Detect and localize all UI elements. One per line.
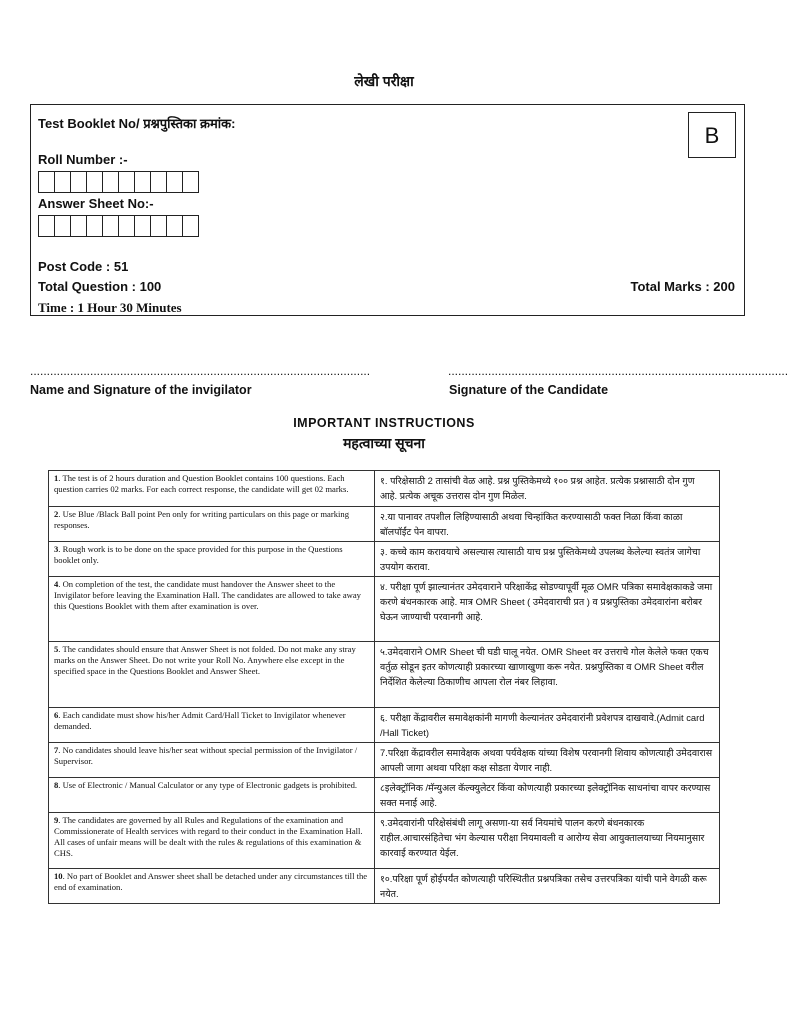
table-row [49, 577, 720, 642]
instruction-english: 4. On completion of the test, the candidate must handover the Answer sheet to the Invigilator before leaving the Examination Hall. The candidates are allowed to take away this Questions Booklet with them after examination is over. [49, 577, 375, 642]
instruction-english: 9. The candidates are governed by all Rules and Regulations of the examination and Commissionerate of Health services with regard to their conduct in the Examination Hall. All cases of unfair means will be dealt with the rules & regulations of this examination & CHS. [49, 813, 375, 869]
instruction-english: 5. The candidates should ensure that Answer Sheet is not folded. Do not make any stray marks on the Answer Sheet. Do not write your Roll No. Anywhere else except in the specified space in the Questions Booklet and Answer Sheet. [49, 642, 375, 708]
instruction-marathi: १. परिक्षेसाठी 2 तासांची वेळ आहे. प्रश्न पुस्तिकेमध्ये १०० प्रश्न आहेत. प्रत्येक प्रश्नासाठी दोन गुण आहे. प्रत्येक अचूक उत्तरास दोन गुण मिळेल. [375, 471, 720, 507]
instruction-marathi: 7.परिक्षा केंद्रावरील समावेक्षक अथवा पर्यवेक्षक यांच्या विशेष परवानगी शिवाय कोणत्याही उमेदवारास आपली जागा अथवा परिक्षा कक्ष सोडता येणार नाही. [375, 743, 720, 778]
roll-digit-box[interactable] [150, 171, 167, 193]
instructions-table [48, 470, 720, 904]
roll-number-boxes[interactable] [38, 171, 198, 193]
instruction-marathi: ८इलेक्ट्रॉनिक /मॅन्युअल कॅल्क्युलेटर किंवा कोणत्याही प्रकारच्या इलेक्ट्रॉनिक साधनांचा वापर करण्यास सक्त मनाई आहे. [375, 778, 720, 813]
instruction-english: 2. Use Blue /Black Ball point Pen only for writing particulars on this page or marking responses. [49, 507, 375, 542]
table-row [49, 471, 720, 507]
table-row [49, 813, 720, 869]
instruction-marathi: ६. परीक्षा केंद्रावरील समावेक्षकांनी मागणी केल्यानंतर उमेदवारांनी प्रवेशपत्र दाखवावे.(Admit card /Hall Ticket) [375, 708, 720, 743]
instruction-english: 3. Rough work is to be done on the space provided for this purpose in the Questions booklet only. [49, 542, 375, 577]
instruction-english: 7. No candidates should leave his/her seat without special permission of the Invigilator / Supervisor. [49, 743, 375, 778]
roll-digit-box[interactable] [182, 171, 199, 193]
answer-digit-box[interactable] [166, 215, 183, 237]
invigilator-signature-line: ...................................................................................................... [30, 364, 371, 378]
table-row [49, 708, 720, 743]
candidate-signature-label: Signature of the Candidate [449, 383, 609, 397]
table-row [49, 778, 720, 813]
instruction-marathi: ४. परीक्षा पूर्ण झाल्यानंतर उमेदवाराने परिक्षाकेंद्र सोडण्यापूर्वी मूळ OMR पत्रिका समावेक्षकाकडे जमा करणे बंधनकारक आहे. मात्र OMR Sheet ( उमेदवाराची प्रत ) व प्रश्नपुस्तिका उमेदवारांना बरोबर घेऊन जाण्याची परवानगी आहे. [375, 577, 720, 642]
roll-digit-box[interactable] [70, 171, 87, 193]
answer-digit-box[interactable] [118, 215, 135, 237]
answer-digit-box[interactable] [134, 215, 151, 237]
instruction-marathi: २.या पानावर तपशील लिहिण्यासाठी अथवा चिन्हांकित करण्यासाठी फक्त निळा किंवा काळा बॉलपॉईंट पेन वापरा. [375, 507, 720, 542]
instruction-english: 1. The test is of 2 hours duration and Question Booklet contains 100 questions. Each question carries 02 marks. For each correct response, the candidate will get 02 marks. [49, 471, 375, 507]
instruction-english: 6. Each candidate must show his/her Admit Card/Hall Ticket to Invigilator whenever demanded. [49, 708, 375, 743]
roll-number-label: Roll Number :- [38, 152, 128, 167]
roll-digit-box[interactable] [134, 171, 151, 193]
answer-digit-box[interactable] [102, 215, 119, 237]
instruction-english: 10. No part of Booklet and Answer sheet shall be detached under any circumstances till the end of examination. [49, 869, 375, 904]
roll-digit-box[interactable] [38, 171, 55, 193]
instruction-marathi: ९.उमेदवारांनी परिक्षेसंबंधी लागू असणा-या सर्व नियमांचे पालन करणे बंधनकारक राहील.आचारसंहितेचा भंग केल्यास परीक्षा नियमावली व आरोग्य सेवा आयुक्तालयाच्या नियमानुसार कारवाई करण्यात येईल. [375, 813, 720, 869]
roll-digit-box[interactable] [102, 171, 119, 193]
instruction-english: 8. Use of Electronic / Manual Calculator or any type of Electronic gadgets is prohibited. [49, 778, 375, 813]
candidate-signature-line: ...................................................................................................... [448, 364, 788, 378]
page-title: लेखी परीक्षा [354, 73, 414, 89]
answer-digit-box[interactable] [182, 215, 199, 237]
set-letter-box: B [688, 112, 736, 158]
answer-sheet-boxes[interactable] [38, 215, 198, 237]
instructions-heading-marathi: महत्वाच्या सूचना [343, 435, 425, 451]
total-marks: Total Marks : 200 [630, 279, 735, 294]
answer-digit-box[interactable] [70, 215, 87, 237]
roll-digit-box[interactable] [54, 171, 71, 193]
answer-digit-box[interactable] [38, 215, 55, 237]
roll-digit-box[interactable] [166, 171, 183, 193]
table-row [49, 507, 720, 542]
answer-digit-box[interactable] [54, 215, 71, 237]
answer-sheet-label: Answer Sheet No:- [38, 196, 154, 211]
instructions-heading-english: IMPORTANT INSTRUCTIONS [293, 416, 475, 430]
invigilator-signature-label: Name and Signature of the invigilator [30, 383, 252, 397]
answer-digit-box[interactable] [150, 215, 167, 237]
roll-digit-box[interactable] [86, 171, 103, 193]
answer-digit-box[interactable] [86, 215, 103, 237]
instruction-marathi: ३. कच्चे काम करावयाचे असल्यास त्यासाठी याच प्रश्न पुस्तिकेमध्ये उपलब्ध केलेल्या स्वतंत्र जागेचा उपयोग करावा. [375, 542, 720, 577]
table-row [49, 869, 720, 904]
instruction-marathi: ५.उमेदवाराने OMR Sheet ची घडी घालू नयेत. OMR Sheet वर उत्तराचे गोल केलेले फक्त एकच वर्तुळ सोडून इतर कोणत्याही प्रकारच्या खाणाखुणा करू नयेत. प्रश्नपुस्तिका व OMR Sheet वरील निर्देशित केलेल्या ठिकाणीच आपला रोल नंबर लिहावा. [375, 642, 720, 708]
instruction-marathi: १०.परिक्षा पूर्ण होईपर्यंत कोणत्याही परिस्थितीत प्रश्नपत्रिका तसेच उत्तरपत्रिका यांची पाने वेगळी करू नयेत. [375, 869, 720, 904]
table-row [49, 642, 720, 708]
booklet-number-label: Test Booklet No/ प्रश्नपुस्तिका क्रमांक: [38, 116, 236, 131]
exam-time: Time : 1 Hour 30 Minutes [38, 300, 182, 315]
table-row [49, 743, 720, 778]
booklet-info-box [30, 104, 745, 316]
table-row [49, 542, 720, 577]
roll-digit-box[interactable] [118, 171, 135, 193]
total-question: Total Question : 100 [38, 279, 162, 294]
post-code: Post Code : 51 [38, 259, 129, 274]
